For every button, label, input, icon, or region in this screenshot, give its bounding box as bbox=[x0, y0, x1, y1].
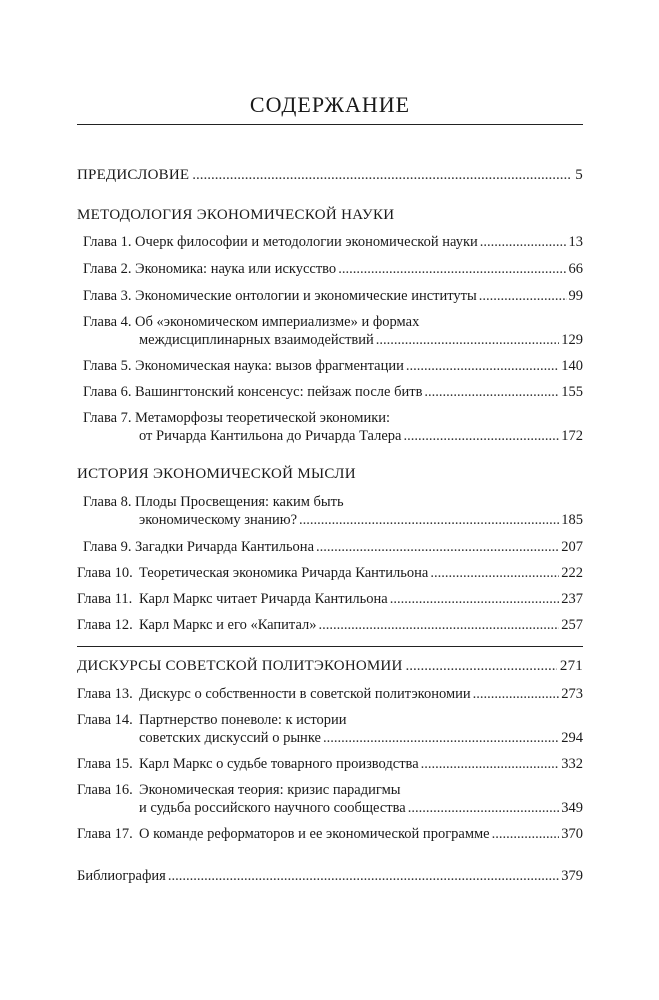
chapter-label: Глава 7. bbox=[83, 410, 132, 426]
chapter-title: Загадки Ричарда Кантильона bbox=[135, 539, 315, 555]
chapter-label: Глава 9. bbox=[83, 539, 132, 555]
toc-entry-chapter-1[interactable] bbox=[77, 233, 583, 251]
leader-dots bbox=[406, 657, 557, 675]
chapter-title: О команде реформаторов и ее экономической программе bbox=[139, 826, 490, 842]
page-number: 172 bbox=[561, 428, 583, 444]
page-number: 129 bbox=[561, 332, 583, 348]
toc-entry-chapter-4-cont[interactable] bbox=[139, 331, 583, 349]
chapter-title: Партнерство поневоле: к истории bbox=[139, 712, 347, 728]
chapter-label: Глава 12. bbox=[77, 617, 133, 633]
page-number: 13 bbox=[568, 234, 583, 250]
page-number: 273 bbox=[561, 686, 583, 702]
toc-entry-chapter-10[interactable] bbox=[77, 564, 583, 582]
chapter-label: Глава 16. bbox=[77, 782, 133, 798]
toc-entry-chapter-15[interactable] bbox=[77, 755, 583, 773]
toc-entry-chapter-2[interactable] bbox=[77, 260, 583, 278]
section-title: МЕТОДОЛОГИЯ ЭКОНОМИЧЕСКОЙ НАУКИ bbox=[77, 207, 395, 223]
toc-entry-chapter-4[interactable] bbox=[77, 313, 583, 331]
toc-entry-bibliography[interactable] bbox=[77, 867, 583, 885]
preface-title: ПРЕДИСЛОВИЕ bbox=[77, 167, 190, 183]
toc-entry-chapter-8[interactable] bbox=[77, 493, 583, 511]
chapter-label: Глава 14. bbox=[77, 712, 133, 728]
section-divider bbox=[77, 646, 583, 647]
page-number: 66 bbox=[568, 261, 583, 277]
bibliography-title: Библиография bbox=[77, 868, 166, 884]
chapter-label: Глава 4. bbox=[83, 314, 132, 330]
toc-entry-chapter-7-cont[interactable] bbox=[139, 427, 583, 445]
page-number: 185 bbox=[561, 512, 583, 528]
chapter-title: Об «экономическом империализме» и формах bbox=[135, 314, 420, 330]
chapter-title: Карл Маркс и его «Капитал» bbox=[139, 617, 317, 633]
page-number: 99 bbox=[568, 288, 583, 304]
title-divider bbox=[77, 124, 583, 125]
chapter-title-cont: советских дискуссий о рынке bbox=[139, 730, 321, 746]
chapter-title: Теоретическая экономика Ричарда Кантильона bbox=[139, 565, 429, 581]
page-number: 140 bbox=[561, 358, 583, 374]
toc-entry-chapter-16[interactable] bbox=[77, 781, 583, 799]
chapter-label: Глава 10. bbox=[77, 565, 133, 581]
toc-entry-chapter-17[interactable] bbox=[77, 825, 583, 843]
chapter-title: Экономические онтологии и экономические институты bbox=[135, 288, 477, 304]
toc-entry-chapter-14-cont[interactable] bbox=[139, 729, 583, 747]
toc-entry-chapter-7[interactable] bbox=[77, 409, 583, 427]
chapter-title-cont: от Ричарда Кантильона до Ричарда Талера bbox=[139, 428, 402, 444]
leader-dots bbox=[376, 331, 559, 349]
page-number: 5 bbox=[575, 167, 583, 183]
toc-entry-chapter-16-cont[interactable] bbox=[139, 799, 583, 817]
page-number: 379 bbox=[561, 868, 583, 884]
leader-dots bbox=[421, 755, 560, 773]
toc-entry-section-3[interactable] bbox=[77, 657, 583, 675]
leader-dots bbox=[430, 564, 559, 582]
page-number: 237 bbox=[561, 591, 583, 607]
chapter-title-cont: и судьба российского научного сообщества bbox=[139, 800, 406, 816]
leader-dots bbox=[338, 260, 566, 278]
chapter-label: Глава 5. bbox=[83, 358, 132, 374]
toc-entry-chapter-8-cont[interactable] bbox=[139, 511, 583, 529]
toc-entry-chapter-13[interactable] bbox=[77, 685, 583, 703]
chapter-title: Вашингтонский консенсус: пейзаж после битв bbox=[135, 384, 423, 400]
leader-dots bbox=[408, 799, 560, 817]
chapter-title: Плоды Просвещения: каким быть bbox=[135, 494, 344, 510]
toc-entry-chapter-3[interactable] bbox=[77, 287, 583, 305]
chapter-title: Экономическая теория: кризис парадигмы bbox=[139, 782, 401, 798]
toc-entry-preface[interactable] bbox=[77, 166, 583, 184]
chapter-label: Глава 2. bbox=[83, 261, 132, 277]
section-title: ДИСКУРСЫ СОВЕТСКОЙ ПОЛИТЭКОНОМИИ bbox=[77, 658, 403, 674]
chapter-title: Очерк философии и методологии экономической науки bbox=[135, 234, 478, 250]
leader-dots bbox=[390, 590, 560, 608]
chapter-title: Карл Маркс о судьбе товарного производства bbox=[139, 756, 419, 772]
page-number: 222 bbox=[561, 565, 583, 581]
leader-dots bbox=[323, 729, 559, 747]
leader-dots bbox=[403, 427, 559, 445]
page-number: 257 bbox=[561, 617, 583, 633]
chapter-title-cont: экономическому знанию? bbox=[139, 512, 298, 528]
chapter-label: Глава 13. bbox=[77, 686, 133, 702]
page-number: 332 bbox=[561, 756, 583, 772]
leader-dots bbox=[192, 166, 572, 184]
chapter-title: Метаморфозы теоретической экономики: bbox=[135, 410, 391, 426]
chapter-label: Глава 6. bbox=[83, 384, 132, 400]
toc-entry-chapter-5[interactable] bbox=[77, 357, 583, 375]
toc-entry-chapter-14[interactable] bbox=[77, 711, 583, 729]
toc-entry-chapter-6[interactable] bbox=[77, 383, 583, 401]
chapter-title: Дискурс о собственности в советской политэкономии bbox=[139, 686, 471, 702]
section-title: ИСТОРИЯ ЭКОНОМИЧЕСКОЙ МЫСЛИ bbox=[77, 466, 356, 482]
toc-entry-chapter-9[interactable] bbox=[77, 538, 583, 556]
chapter-title: Экономика: наука или искусство bbox=[135, 261, 337, 277]
leader-dots bbox=[319, 616, 560, 634]
toc-entry-chapter-11[interactable] bbox=[77, 590, 583, 608]
page-number: 271 bbox=[559, 658, 583, 674]
chapter-title: Карл Маркс читает Ричарда Кантильона bbox=[139, 591, 388, 607]
leader-dots bbox=[299, 511, 559, 529]
page-number: 155 bbox=[561, 384, 583, 400]
leader-dots bbox=[168, 867, 559, 885]
leader-dots bbox=[424, 383, 559, 401]
page-title: СОДЕРЖАНИЕ bbox=[249, 92, 411, 117]
chapter-title: Экономическая наука: вызов фрагментации bbox=[135, 358, 404, 374]
leader-dots bbox=[316, 538, 559, 556]
chapter-label: Глава 1. bbox=[83, 234, 132, 250]
leader-dots bbox=[492, 825, 560, 843]
toc-entry-chapter-12[interactable] bbox=[77, 616, 583, 634]
leader-dots bbox=[406, 357, 559, 375]
chapter-label: Глава 11. bbox=[77, 591, 133, 607]
page-number: 349 bbox=[561, 800, 583, 816]
chapter-label: Глава 3. bbox=[83, 288, 132, 304]
leader-dots bbox=[479, 287, 567, 305]
chapter-label: Глава 15. bbox=[77, 756, 133, 772]
leader-dots bbox=[473, 685, 560, 703]
leader-dots bbox=[480, 233, 567, 251]
page-number: 294 bbox=[561, 730, 583, 746]
page-number: 370 bbox=[561, 826, 583, 842]
chapter-label: Глава 8. bbox=[83, 494, 132, 510]
page-number: 207 bbox=[561, 539, 583, 555]
chapter-title-cont: междисциплинарных взаимодействий bbox=[139, 332, 374, 348]
chapter-label: Глава 17. bbox=[77, 826, 133, 842]
